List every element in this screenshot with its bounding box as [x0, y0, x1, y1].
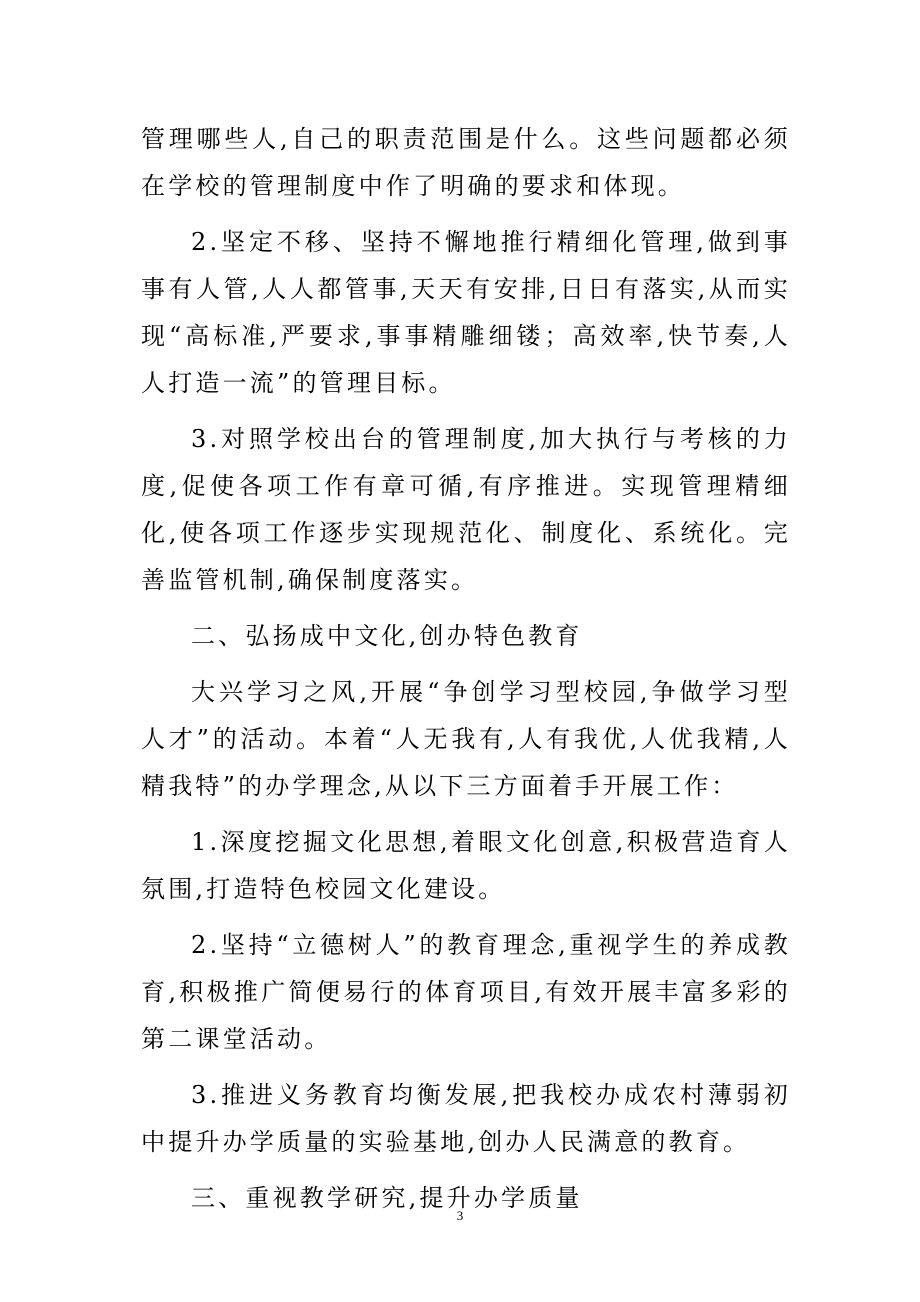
paragraph-4: 大兴学习之风,开展“争创学习型校园,争做学习型人才”的活动。本着“人无我有,人有我优,人优我精,人精我特”的办学理念,从以下三方面着手开展工作：	[141, 678, 791, 800]
section-heading-2: 二、弘扬成中文化,创办特色教育	[191, 622, 583, 650]
paragraph-7: 3.推进义务教育均衡发展,把我校办成农村薄弱初中提升办学质量的实验基地,创办人民满意的教育。	[141, 1081, 791, 1156]
section-heading-3: 三、重视教学研究,提升办学质量	[191, 1184, 583, 1212]
paragraph-6: 2.坚持“立德树人”的教育理念,重视学生的养成教育,积极推广简便易行的体育项目,有效开展丰富多彩的第二课堂活动。	[141, 931, 791, 1053]
paragraph-5: 1.深度挖掘文化思想,着眼文化创意,积极营造育人氛围,打造特色校园文化建设。	[141, 828, 791, 903]
paragraph-1: 管理哪些人,自己的职责范围是什么。这些问题都必须在学校的管理制度中作了明确的要求和体现。	[141, 125, 791, 200]
page-number: 3	[456, 1208, 464, 1223]
document-body	[141, 116, 791, 1231]
paragraph-3: 3.对照学校出台的管理制度,加大执行与考核的力度,促使各项工作有章可循,有序推进。实现管理精细化,使各项工作逐步实现规范化、制度化、系统化。完善监管机制,确保制度落实。	[141, 425, 791, 594]
paragraph-2: 2.坚定不移、坚持不懈地推行精细化管理,做到事事有人管,人人都管事,天天有安排,日日有落实,从而实现“高标准,严要求,事事精雕细镂；高效率,快节奏,人人打造一流”的管理目标。	[141, 228, 791, 397]
